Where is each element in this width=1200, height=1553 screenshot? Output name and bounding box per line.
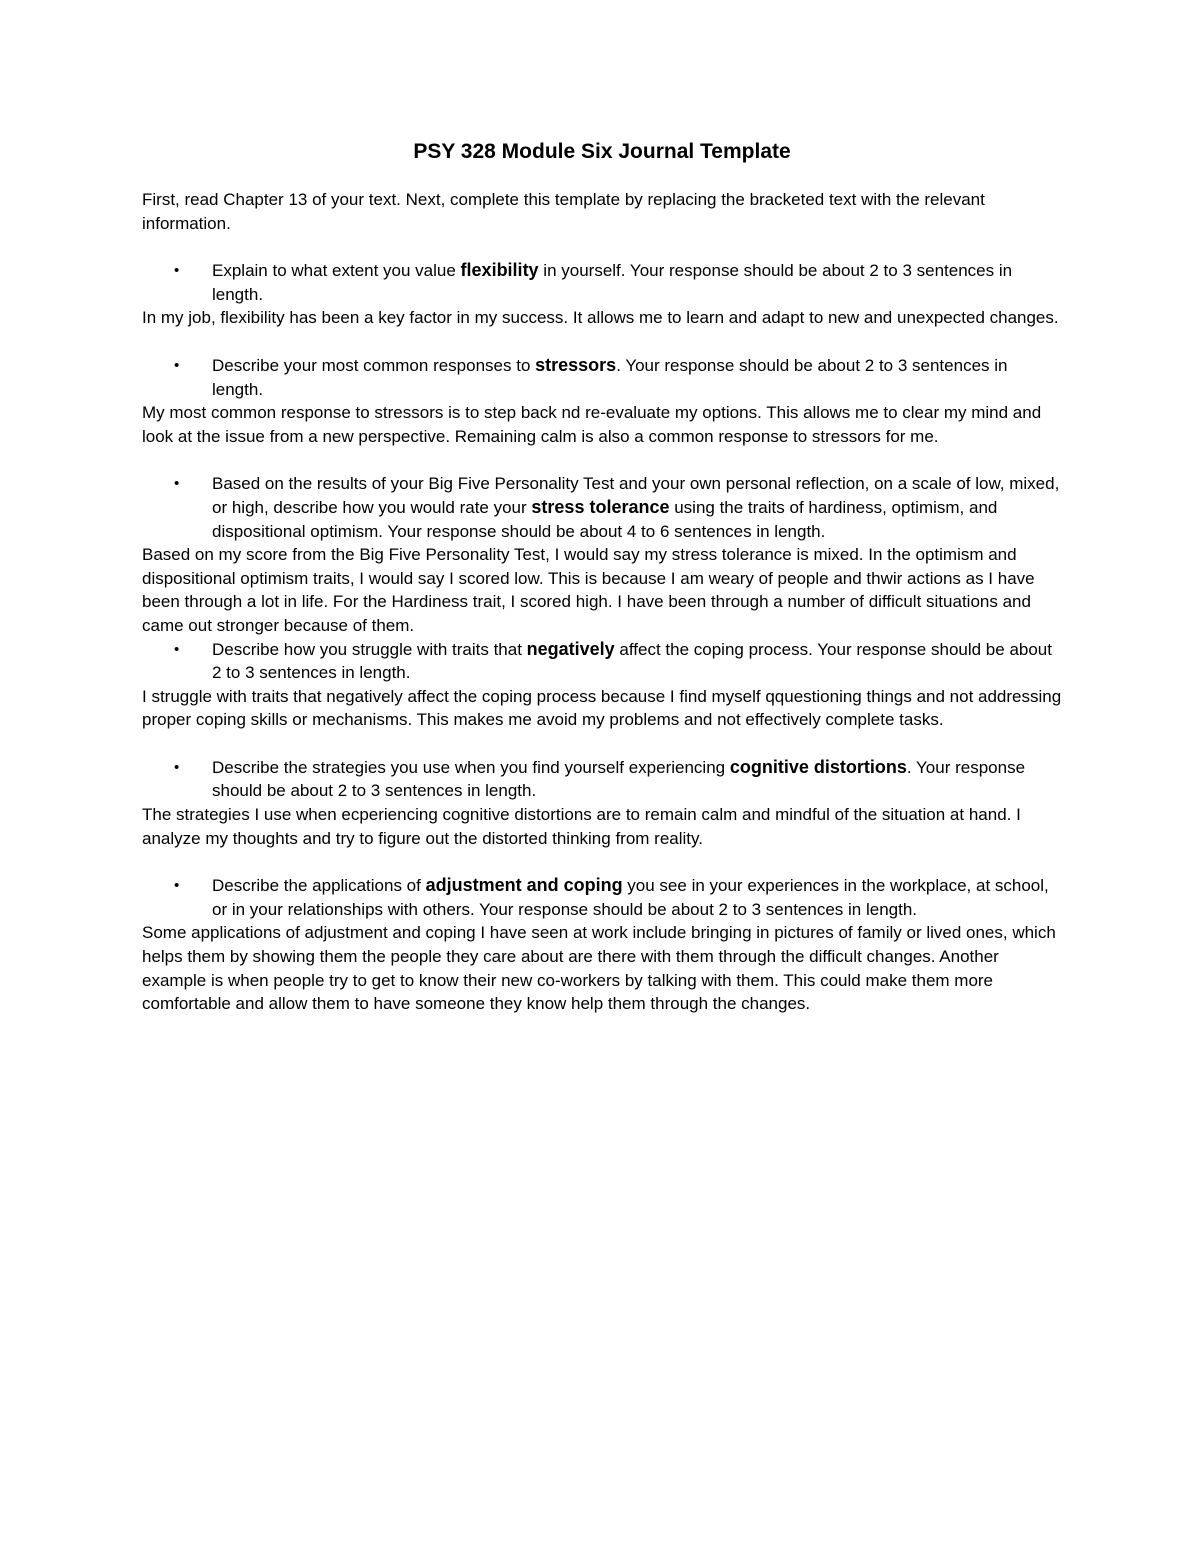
answer-paragraph: Some applications of adjustment and coping I have seen at work include bringing in pictures of family or lived ones, which helps them by showing them the people they care about are there with them through the difficult changes. Another example is when people try to get to know their new co-workers by talking with them. This could make them more comfortable and allow them to have someone they know help them through the changes. <box>142 923 1056 1014</box>
prompt-keyword: cognitive distortions <box>729 756 907 777</box>
bullet-icon: • <box>174 877 180 895</box>
prompt-text: Based on the results of your Big Five Personality Test and your own personal reflection, on a scale of low, mixed, or high, describe how you would rate your <box>212 474 1060 517</box>
section-stressors <box>142 354 1062 448</box>
prompt-bullet <box>142 874 1062 921</box>
prompt-text: Describe your most common responses to <box>212 355 536 375</box>
section-adjustment-coping <box>142 874 1062 1016</box>
answer-paragraph: Based on my score from the Big Five Personality Test, I would say my stress tolerance is mixed. In the optimism and dispositional optimism traits, I would say I scored low. This is because I am weary of people and thwir actions as I have been through a lot in life. For the Hardiness trait, I scored high. I have been through a number of difficult situations and came out stronger because of them. <box>142 545 1035 635</box>
prompt-bullet <box>142 638 1062 685</box>
prompt-bullet <box>142 259 1062 306</box>
prompt-text: . Your response should be about 2 to 3 sentences in length. <box>212 757 1026 801</box>
section-negative-traits <box>142 638 1062 732</box>
bullet-icon: • <box>174 475 180 493</box>
prompt-keyword: stressors <box>535 354 617 375</box>
prompt-text: using the traits of hardiness, optimism, and dispositional optimism. Your response should be about 4 to 6 sentences in length. <box>212 497 998 541</box>
document-body <box>142 138 1062 1016</box>
prompt-text: in yourself. Your response should be about 2 to 3 sentences in length. <box>212 261 1013 304</box>
section-flexibility <box>142 259 1062 330</box>
prompt-bullet <box>142 756 1062 803</box>
section-stress-tolerance <box>142 472 1062 637</box>
answer-paragraph: I struggle with traits that negatively affect the coping process because I find myself qquestioning things and not addressing proper coping skills or mechanisms. This makes me avoid my problems and not effectively complete tasks. <box>142 686 1062 730</box>
prompt-text: Describe the strategies you use when you find yourself experiencing <box>212 757 730 777</box>
prompt-keyword: negatively <box>526 638 615 659</box>
prompt-text: affect the coping process. Your response should be about 2 to 3 sentences in length. <box>212 639 1052 683</box>
prompt-keyword: flexibility <box>460 260 539 281</box>
prompt-bullet <box>142 472 1062 543</box>
section-cognitive-distortions <box>142 756 1062 850</box>
bullet-icon: • <box>174 262 180 280</box>
prompt-bullet <box>142 354 1062 401</box>
answer-paragraph: In my job, flexibility has been a key factor in my success. It allows me to learn and adapt to new and unexpected changes. <box>142 308 1059 328</box>
intro-paragraph: First, read Chapter 13 of your text. Next, complete this template by replacing the bracketed text with the relevant information. <box>142 190 985 233</box>
prompt-text: Explain to what extent you value <box>212 261 461 281</box>
prompt-keyword: adjustment and coping <box>425 875 623 896</box>
prompt-text: Describe the applications of <box>212 876 426 896</box>
bullet-icon: • <box>174 758 180 776</box>
page-title: PSY 328 Module Six Journal Template <box>413 140 791 163</box>
prompt-text: . Your response should be about 2 to 3 sentences in length. <box>212 355 1008 399</box>
prompt-text: you see in your experiences in the workplace, at school, or in your relationships with others. Your response should be about 2 to 3 sentences in length. <box>212 876 1049 919</box>
bullet-icon: • <box>174 356 180 374</box>
bullet-icon: • <box>174 640 180 658</box>
answer-paragraph: The strategies I use when ecperiencing cognitive distortions are to remain calm and mindful of the situation at hand. I analyze my thoughts and try to figure out the distorted thinking from reality. <box>142 805 1021 848</box>
prompt-keyword: stress tolerance <box>531 496 670 517</box>
prompt-text: Describe how you struggle with traits that <box>212 639 527 659</box>
answer-paragraph: My most common response to stressors is to step back nd re-evaluate my options. This allows me to clear my mind and look at the issue from a new perspective. Remaining calm is also a common response to stressors for me. <box>142 403 1042 446</box>
